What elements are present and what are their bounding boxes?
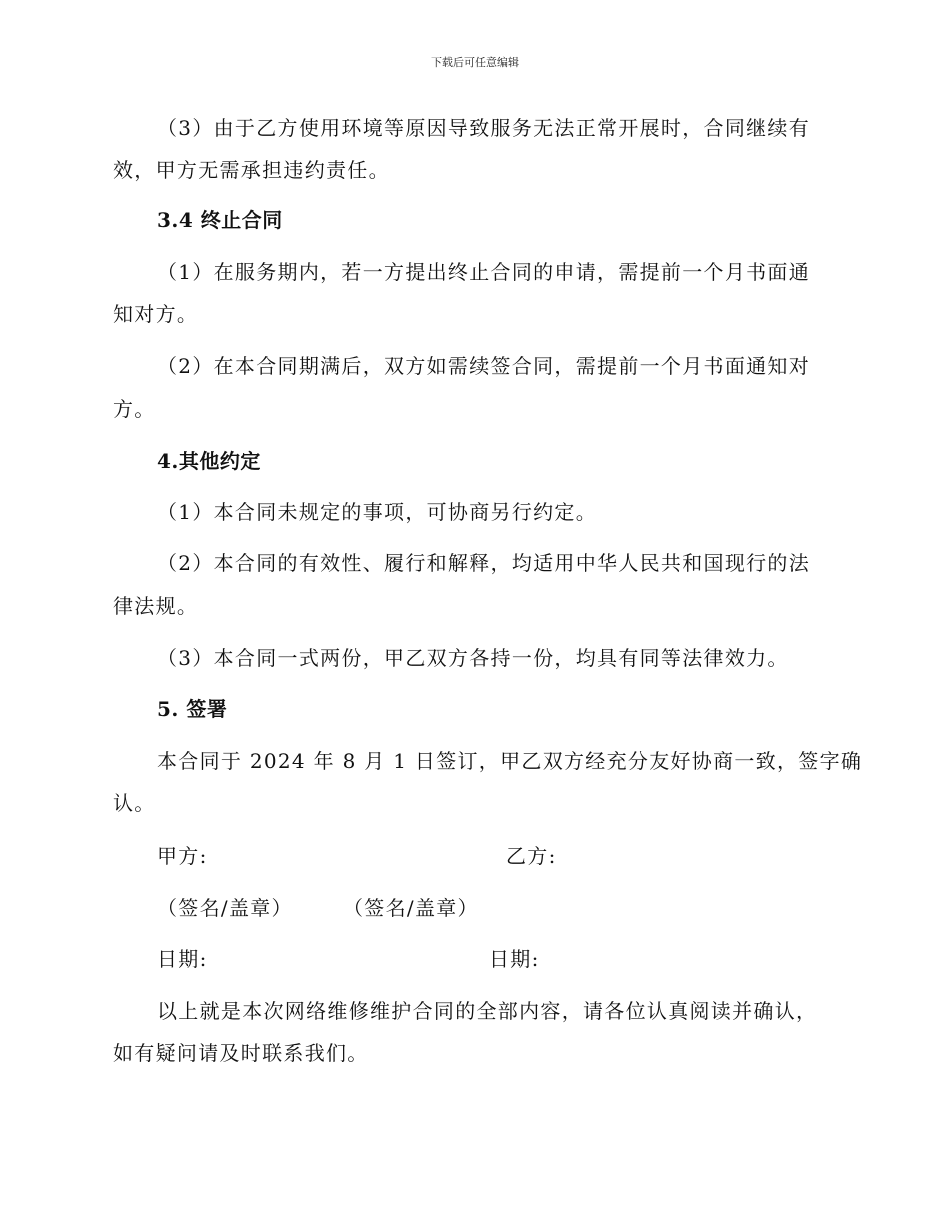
paragraph-4-2-line-2: 律法规。 <box>113 594 199 618</box>
party-b-label: 乙方: <box>506 844 557 868</box>
section-heading-5: 5. 签署 <box>157 697 228 721</box>
paragraph-4-1: （1）本合同未规定的事项，可协商另行约定。 <box>157 500 598 524</box>
party-b-signature-label: （签名/盖章） <box>343 896 479 920</box>
paragraph-3-3-line-2: 效，甲方无需承担违约责任。 <box>113 158 390 182</box>
party-b-date-label: 日期: <box>489 947 540 971</box>
party-a-label: 甲方: <box>157 844 208 868</box>
section-heading-4: 4.其他约定 <box>157 449 261 473</box>
paragraph-3-4-1-line-1: （1）在服务期内，若一方提出终止合同的申请，需提前一个月书面通 <box>157 260 811 284</box>
paragraph-3-4-1-line-2: 知对方。 <box>113 302 199 326</box>
party-a-signature-label: （签名/盖章） <box>157 896 293 920</box>
page-header: 下载后可任意编辑 <box>431 56 519 69</box>
party-a-date-label: 日期: <box>157 947 208 971</box>
paragraph-3-3-line-1: （3）由于乙方使用环境等原因导致服务无法正常开展时，合同继续有 <box>157 116 811 140</box>
paragraph-5-1-line-2: 认。 <box>113 791 156 815</box>
paragraph-3-4-2-line-1: （2）在本合同期满后，双方如需续签合同，需提前一个月书面通知对 <box>157 354 811 378</box>
paragraph-4-2-line-1: （2）本合同的有效性、履行和解释，均适用中华人民共和国现行的法 <box>157 551 811 575</box>
closing-line-2: 如有疑问请及时联系我们。 <box>113 1041 369 1065</box>
paragraph-5-1-line-1: 本合同于 2024 年 8 月 1 日签订，甲乙双方经充分友好协商一致，签字确 <box>157 749 863 773</box>
paragraph-3-4-2-line-2: 方。 <box>113 397 156 421</box>
closing-line-1: 以上就是本次网络维修维护合同的全部内容，请各位认真阅读并确认， <box>157 999 818 1023</box>
section-heading-3-4: 3.4 终止合同 <box>157 208 283 232</box>
paragraph-4-3: （3）本合同一式两份，甲乙双方各持一份，均具有同等法律效力。 <box>157 646 789 670</box>
